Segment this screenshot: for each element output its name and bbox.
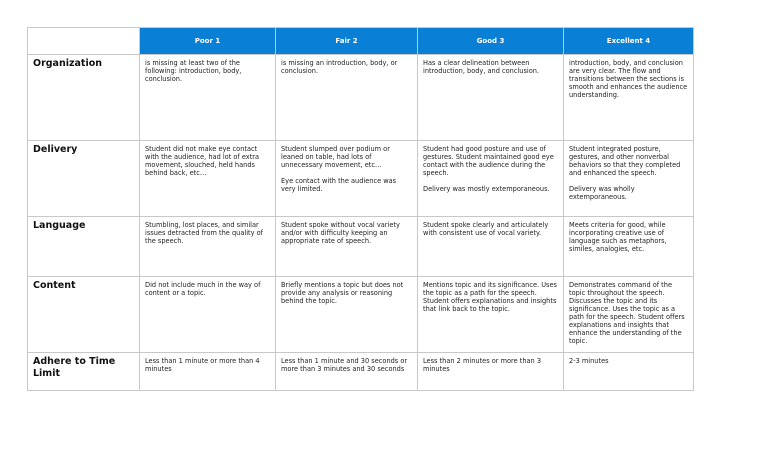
rubric-cell-fair bbox=[276, 277, 418, 353]
cell-text: Did not include much in the way of content or a topic. bbox=[145, 281, 261, 297]
cell-text: 2-3 minutes bbox=[569, 357, 609, 365]
header-corner bbox=[28, 28, 140, 55]
cell-text: Student slumped over podium or leaned on table, had lots of unnecessary movement, etc… bbox=[281, 145, 390, 169]
header-excellent: Excellent 4 bbox=[564, 28, 694, 55]
rubric-table bbox=[27, 27, 694, 391]
rubric-row bbox=[28, 55, 694, 141]
criterion-label: Language bbox=[28, 217, 140, 277]
cell-text: Demonstrates command of the topic throughout the speech. Discusses the topic and its significance. Uses the topic as a path for the speech. Student offers explanations and insights that enhance the understanding of the topic. bbox=[569, 281, 685, 345]
rubric-cell-excellent bbox=[564, 353, 694, 391]
cell-text: Less than 2 minutes or more than 3 minutes bbox=[423, 357, 542, 373]
cell-text: Delivery was wholly extemporaneous. bbox=[569, 185, 635, 201]
cell-text: introduction, body, and conclusion are very clear. The flow and transitions between the sections is smooth and enhances the audience understanding. bbox=[569, 59, 688, 99]
header-poor: Poor 1 bbox=[140, 28, 276, 55]
rubric-cell-poor bbox=[140, 217, 276, 277]
cell-text: Briefly mentions a topic but does not provide any analysis or reasoning behind the topic. bbox=[281, 281, 404, 305]
criterion-label: Content bbox=[28, 277, 140, 353]
cell-text: Less than 1 minute or more than 4 minutes bbox=[145, 357, 260, 373]
rubric-cell-good bbox=[418, 277, 564, 353]
rubric-row bbox=[28, 217, 694, 277]
cell-text: Has a clear delineation between introduction, body, and conclusion. bbox=[423, 59, 540, 75]
criterion-label: Adhere to Time Limit bbox=[28, 353, 140, 391]
rubric-cell-good bbox=[418, 217, 564, 277]
rubric-cell-excellent bbox=[564, 217, 694, 277]
header-fair: Fair 2 bbox=[276, 28, 418, 55]
rubric-cell-excellent bbox=[564, 141, 694, 217]
rubric-row bbox=[28, 353, 694, 391]
cell-text: Meets criteria for good, while incorporating creative use of language such as metaphors, similes, analogies, etc. bbox=[569, 221, 667, 253]
cell-text: Student spoke clearly and articulately with consistent use of vocal variety. bbox=[423, 221, 549, 237]
rubric-cell-poor bbox=[140, 141, 276, 217]
cell-text: Student had good posture and use of gestures. Student maintained good eye contact with the audience during the speech. bbox=[423, 145, 554, 177]
rubric-row bbox=[28, 277, 694, 353]
rubric-cell-excellent bbox=[564, 277, 694, 353]
rubric-cell-good bbox=[418, 141, 564, 217]
cell-text: Delivery was mostly extemporaneous. bbox=[423, 185, 550, 193]
criterion-label: Delivery bbox=[28, 141, 140, 217]
rubric-cell-good bbox=[418, 353, 564, 391]
cell-text: Stumbling, lost places, and similar issues detracted from the quality of the speech. bbox=[145, 221, 263, 245]
cell-text: Student spoke without vocal variety and/or with difficulty keeping an appropriate rate of speech. bbox=[281, 221, 400, 245]
rubric-cell-fair bbox=[276, 55, 418, 141]
rubric-row bbox=[28, 141, 694, 217]
cell-text: Mentions topic and its significance. Uses the topic as a path for the speech. Student offers explanations and insights that link back to the topic. bbox=[423, 281, 557, 313]
rubric-cell-good bbox=[418, 55, 564, 141]
header-row bbox=[28, 28, 694, 55]
cell-text: Less than 1 minute and 30 seconds or more than 3 minutes and 30 seconds bbox=[281, 357, 408, 373]
cell-text: is missing at least two of the following: introduction, body, conclusion. bbox=[145, 59, 242, 83]
cell-text: Student did not make eye contact with the audience, had lot of extra movement, slouched, held hands behind back, etc… bbox=[145, 145, 260, 177]
rubric-cell-fair bbox=[276, 217, 418, 277]
header-good: Good 3 bbox=[418, 28, 564, 55]
rubric-cell-fair bbox=[276, 353, 418, 391]
rubric-cell-fair bbox=[276, 141, 418, 217]
rubric-cell-poor bbox=[140, 55, 276, 141]
cell-text: Eye contact with the audience was very limited. bbox=[281, 177, 397, 193]
cell-text: is missing an introduction, body, or conclusion. bbox=[281, 59, 398, 75]
criterion-label: Organization bbox=[28, 55, 140, 141]
rubric-cell-poor bbox=[140, 277, 276, 353]
rubric-cell-excellent bbox=[564, 55, 694, 141]
rubric-cell-poor bbox=[140, 353, 276, 391]
cell-text: Student integrated posture, gestures, and other nonverbal behaviors so that they completed and enhanced the speech. bbox=[569, 145, 681, 177]
